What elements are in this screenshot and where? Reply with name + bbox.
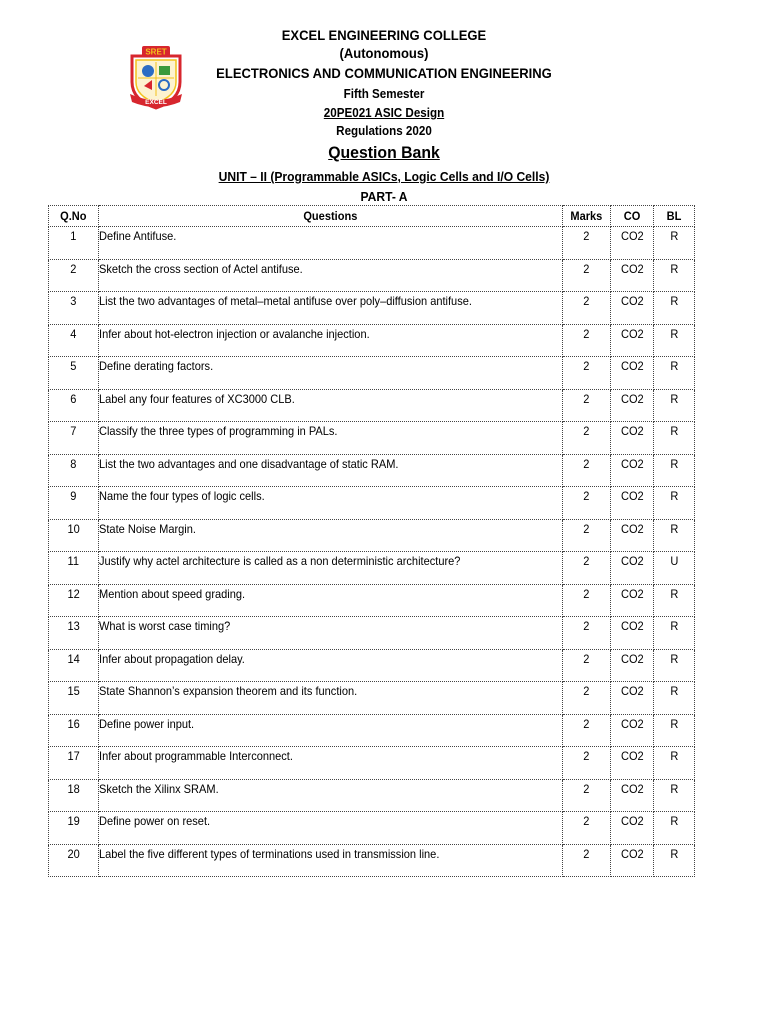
table-header-row: [49, 206, 695, 227]
part-label: PART- A: [360, 189, 408, 204]
question-text: Infer about propagation delay.: [99, 649, 563, 682]
course-outcome: CO2: [611, 519, 654, 552]
question-marks: 2: [563, 487, 611, 520]
table-row: [49, 844, 695, 877]
question-number: 15: [49, 682, 99, 715]
course-outcome: CO2: [611, 227, 654, 260]
course-outcome: CO2: [611, 649, 654, 682]
table-row: [49, 617, 695, 650]
course-outcome: CO2: [611, 292, 654, 325]
blooms-level: R: [654, 649, 695, 682]
course-outcome: CO2: [611, 617, 654, 650]
question-marks: 2: [563, 292, 611, 325]
course-outcome: CO2: [611, 357, 654, 390]
blooms-level: R: [654, 324, 695, 357]
question-marks: 2: [563, 454, 611, 487]
question-number: 9: [49, 487, 99, 520]
question-text: Define Antifuse.: [99, 227, 563, 260]
question-number: 11: [49, 552, 99, 585]
blooms-level: R: [654, 812, 695, 845]
question-marks: 2: [563, 617, 611, 650]
question-text: Infer about programmable Interconnect.: [99, 747, 563, 780]
question-text: Define power input.: [99, 714, 563, 747]
blooms-level: R: [654, 422, 695, 455]
page-title: Question Bank: [328, 143, 440, 162]
table-row: [49, 324, 695, 357]
autonomous-label: (Autonomous): [339, 45, 429, 61]
blooms-level: R: [654, 227, 695, 260]
question-number: 12: [49, 584, 99, 617]
blooms-level: R: [654, 259, 695, 292]
blooms-level: R: [654, 779, 695, 812]
table-row: [49, 714, 695, 747]
table-row: [49, 812, 695, 845]
header-qno: Q.No: [49, 206, 99, 227]
table-row: [49, 389, 695, 422]
question-text: What is worst case timing?: [99, 617, 563, 650]
course-outcome: CO2: [611, 747, 654, 780]
table-row: [49, 422, 695, 455]
question-number: 17: [49, 747, 99, 780]
course-outcome: CO2: [611, 584, 654, 617]
question-marks: 2: [563, 227, 611, 260]
table-row: [49, 454, 695, 487]
table-row: [49, 227, 695, 260]
question-text: State Noise Margin.: [99, 519, 563, 552]
question-text: Sketch the cross section of Actel antifuse.: [99, 259, 563, 292]
question-number: 18: [49, 779, 99, 812]
question-number: 6: [49, 389, 99, 422]
question-marks: 2: [563, 682, 611, 715]
question-number: 4: [49, 324, 99, 357]
question-text: Classify the three types of programming in PALs.: [99, 422, 563, 455]
header-marks: Marks: [563, 206, 611, 227]
course-outcome: CO2: [611, 779, 654, 812]
question-text: State Shannon’s expansion theorem and its function.: [99, 682, 563, 715]
question-text: Define derating factors.: [99, 357, 563, 390]
question-number: 7: [49, 422, 99, 455]
question-number: 16: [49, 714, 99, 747]
course-outcome: CO2: [611, 844, 654, 877]
table-row: [49, 357, 695, 390]
question-number: 5: [49, 357, 99, 390]
header-bl: BL: [654, 206, 695, 227]
question-number: 1: [49, 227, 99, 260]
logo-bottom-text: EXCEL: [145, 99, 167, 106]
table-row: [49, 292, 695, 325]
table-row: [49, 682, 695, 715]
question-text: List the two advantages of metal–metal antifuse over poly–diffusion antifuse.: [99, 292, 563, 325]
question-text: Justify why actel architecture is called as a non deterministic architecture?: [99, 552, 563, 585]
course-outcome: CO2: [611, 714, 654, 747]
question-number: 2: [49, 259, 99, 292]
question-marks: 2: [563, 649, 611, 682]
table-row: [49, 519, 695, 552]
blooms-level: R: [654, 584, 695, 617]
question-text: Sketch the Xilinx SRAM.: [99, 779, 563, 812]
table-row: [49, 552, 695, 585]
document-header: [0, 26, 768, 206]
course-outcome: CO2: [611, 389, 654, 422]
college-name: EXCEL ENGINEERING COLLEGE: [281, 27, 487, 43]
question-marks: 2: [563, 259, 611, 292]
blooms-level: R: [654, 389, 695, 422]
course-outcome: CO2: [611, 324, 654, 357]
question-number: 3: [49, 292, 99, 325]
unit-title: UNIT – II (Programmable ASICs, Logic Cells and I/O Cells): [218, 169, 550, 184]
question-number: 19: [49, 812, 99, 845]
question-marks: 2: [563, 584, 611, 617]
question-number: 14: [49, 649, 99, 682]
course-outcome: CO2: [611, 454, 654, 487]
question-text: Mention about speed grading.: [99, 584, 563, 617]
blooms-level: R: [654, 519, 695, 552]
blooms-level: R: [654, 682, 695, 715]
table-row: [49, 584, 695, 617]
header-co: CO: [611, 206, 654, 227]
course-outcome: CO2: [611, 487, 654, 520]
question-marks: 2: [563, 422, 611, 455]
course-outcome: CO2: [611, 812, 654, 845]
question-number: 20: [49, 844, 99, 877]
blooms-level: R: [654, 844, 695, 877]
question-number: 10: [49, 519, 99, 552]
blooms-level: R: [654, 292, 695, 325]
department-name: ELECTRONICS AND COMMUNICATION ENGINEERING: [216, 65, 552, 81]
blooms-level: R: [654, 714, 695, 747]
question-marks: 2: [563, 714, 611, 747]
question-marks: 2: [563, 357, 611, 390]
blooms-level: R: [654, 747, 695, 780]
blooms-level: R: [654, 617, 695, 650]
question-text: Name the four types of logic cells.: [99, 487, 563, 520]
blooms-level: R: [654, 487, 695, 520]
question-marks: 2: [563, 844, 611, 877]
question-text: Infer about hot-electron injection or avalanche injection.: [99, 324, 563, 357]
course-outcome: CO2: [611, 259, 654, 292]
course-outcome: CO2: [611, 682, 654, 715]
logo-top-text: SRET: [145, 47, 167, 57]
blooms-level: U: [654, 552, 695, 585]
question-text: Define power on reset.: [99, 812, 563, 845]
question-marks: 2: [563, 747, 611, 780]
table-row: [49, 259, 695, 292]
semester-label: Fifth Semester: [343, 87, 425, 101]
question-marks: 2: [563, 324, 611, 357]
question-number: 8: [49, 454, 99, 487]
regulations-label: Regulations 2020: [336, 124, 432, 138]
question-text: Label any four features of XC3000 CLB.: [99, 389, 563, 422]
question-text: Label the five different types of terminations used in transmission line.: [99, 844, 563, 877]
question-number: 13: [49, 617, 99, 650]
question-text: List the two advantages and one disadvantage of static RAM.: [99, 454, 563, 487]
blooms-level: R: [654, 357, 695, 390]
table-row: [49, 649, 695, 682]
question-marks: 2: [563, 779, 611, 812]
course-title: 20PE021 ASIC Design: [323, 106, 445, 120]
blooms-level: R: [654, 454, 695, 487]
question-table: [48, 205, 695, 877]
course-outcome: CO2: [611, 552, 654, 585]
table-row: [49, 779, 695, 812]
table-row: [49, 487, 695, 520]
question-marks: 2: [563, 519, 611, 552]
question-marks: 2: [563, 812, 611, 845]
course-outcome: CO2: [611, 422, 654, 455]
header-questions: Questions: [99, 206, 563, 227]
question-marks: 2: [563, 552, 611, 585]
question-marks: 2: [563, 389, 611, 422]
table-row: [49, 747, 695, 780]
